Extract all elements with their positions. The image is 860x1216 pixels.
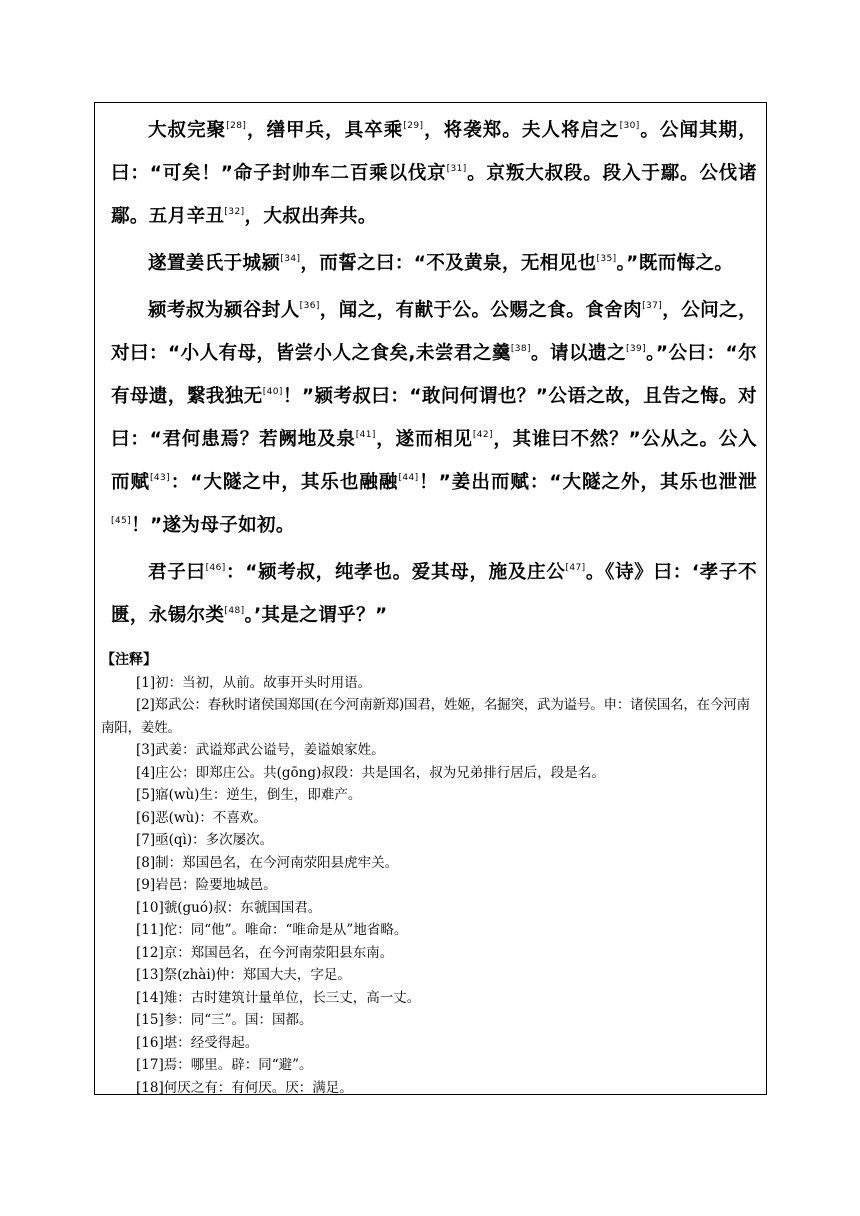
- annotation-item: [13]祭(zhài)仲：郑国大夫，字足。: [136, 967, 351, 983]
- footnote-ref: [35]: [596, 254, 617, 264]
- footnote-ref: [37]: [642, 301, 663, 311]
- text-run: ，闻之，有献于公。公赐之食。食舍肉: [319, 300, 643, 321]
- footnote-ref: [44]: [398, 473, 419, 483]
- annotation-item: [4]庄公：即郑庄公。共(gōng)叔段：共是国名，叔为兄弟排行居后，段是名。: [136, 764, 605, 781]
- annotation-item: [10]虢(guó)叔：东虢国国君。: [136, 899, 322, 916]
- annotation-item: [14]雉：古时建筑计量单位，长三丈，高一丈。: [136, 989, 421, 1006]
- annotation-item: [16]堪：经受得起。: [136, 1034, 259, 1051]
- paragraph-2: [111, 242, 757, 285]
- text-run: ，将袭郑。夫人将启之: [423, 120, 620, 141]
- annotation-item: [8]制：郑国邑名，在今河南荥阳县虎牢关。: [136, 854, 399, 871]
- annotations-section: [101, 649, 761, 1099]
- text-run: 。请以遗之: [530, 343, 626, 364]
- text-run: ！”遂为母子如初。: [131, 515, 295, 536]
- annotation-item: [18]何厌之有：有何厌。厌：满足。: [136, 1079, 353, 1096]
- annotation-item: [17]焉：哪里。辟：同“避”。: [136, 1057, 313, 1073]
- text-run: ！”颍考叔曰：“敢问何谓也？”公语之故，且告之悔。对曰：“君何患焉？若阙地及泉: [111, 386, 757, 450]
- text-run: 遂置姜氏于城颍: [148, 253, 281, 274]
- footnote-ref: [47]: [565, 563, 586, 573]
- annotation-item: [6]恶(wù)：不喜欢。: [136, 809, 267, 826]
- text-run: ，公问之，对曰：“小人有母，皆尝小人之食矣,未尝君之羹: [111, 300, 757, 364]
- footnote-ref: [29]: [403, 121, 424, 131]
- text-run: 颍考叔为颍谷封人: [148, 300, 300, 321]
- text-run: 。公闻其期，曰：“可矣！”命子封帅车二百乘以伐京: [111, 120, 757, 184]
- paragraph-4: [111, 551, 757, 637]
- text-run: 。”既而悔之。: [616, 253, 734, 274]
- footnote-ref: [34]: [280, 254, 301, 264]
- document-frame: [94, 102, 767, 1095]
- footnote-ref: [43]: [150, 473, 171, 483]
- annotation-item: [9]岩邑：险要地城邑。: [136, 877, 277, 893]
- text-run: ！”姜出而赋：“大隧之外，其乐也泄泄: [418, 472, 757, 493]
- footnote-ref: [36]: [299, 301, 320, 311]
- annotation-item: [2]郑武公：春秋时诸侯国郑国(在今河南新郑)国君，姓姬，名掘突，武为谥号。申：诸侯国名，在今河南南阳，姜姓。: [101, 697, 750, 736]
- text-run: 。’其是之谓乎？”: [244, 605, 388, 626]
- footnote-ref: [45]: [111, 516, 132, 526]
- annotations-heading: 【注释】: [101, 652, 157, 668]
- paragraph-1: [111, 109, 757, 238]
- footnote-ref: [31]: [446, 164, 467, 174]
- annotation-item: [3]武姜：武谥郑武公谥号，姜谥娘家姓。: [136, 742, 385, 758]
- classical-text: [111, 109, 757, 641]
- annotation-item: [5]寤(wù)生：逆生，倒生，即难产。: [136, 787, 362, 803]
- annotation-item: [1]初：当初，从前。故事开头时用语。: [136, 674, 372, 691]
- annotation-item: [15]参：同“三”。国：国都。: [136, 1012, 313, 1028]
- footnote-ref: [32]: [224, 207, 245, 217]
- footnote-ref: [48]: [224, 606, 245, 616]
- text-run: 君子曰: [148, 562, 206, 583]
- footnote-ref: [28]: [226, 121, 247, 131]
- text-run: ，遂而相见: [375, 429, 473, 450]
- annotation-item: [11]佗：同“他”。唯命：“唯命是从”地省略。: [136, 922, 408, 938]
- footnote-ref: [40]: [262, 387, 283, 397]
- footnote-ref: [46]: [205, 563, 226, 573]
- text-run: ，大叔出奔共。: [244, 206, 377, 227]
- footnote-ref: [38]: [510, 344, 531, 354]
- text-run: ，而誓之曰：“不及黄泉，无相见也: [300, 253, 597, 274]
- text-run: ：“颍考叔，纯孝也。爱其母，施及庄公: [225, 562, 566, 583]
- annotation-item: [7]亟(qì)：多次屡次。: [136, 832, 274, 848]
- text-run: 大叔完聚: [148, 120, 227, 141]
- annotation-item: [12]京：郑国邑名，在今河南荥阳县东南。: [136, 944, 394, 961]
- footnote-ref: [41]: [355, 430, 376, 440]
- text-run: ，其谁曰不然？”公从之。公入而赋: [111, 429, 757, 493]
- text-run: ：“大隧之中，其乐也融融: [170, 472, 399, 493]
- text-run: 。京叛大叔段。段入于鄢。公伐诸鄢。五月辛丑: [111, 163, 757, 227]
- text-run: 。《诗》曰：‘孝子不匮，永锡尔类: [111, 562, 757, 626]
- text-run: 。”公曰：“尔有母遗，繄我独无: [111, 343, 757, 407]
- footnote-ref: [39]: [625, 344, 647, 354]
- footnote-ref: [30]: [619, 121, 640, 131]
- text-run: ，缮甲兵，具卒乘: [246, 120, 404, 141]
- footnote-ref: [42]: [472, 430, 493, 440]
- paragraph-3: [111, 289, 757, 547]
